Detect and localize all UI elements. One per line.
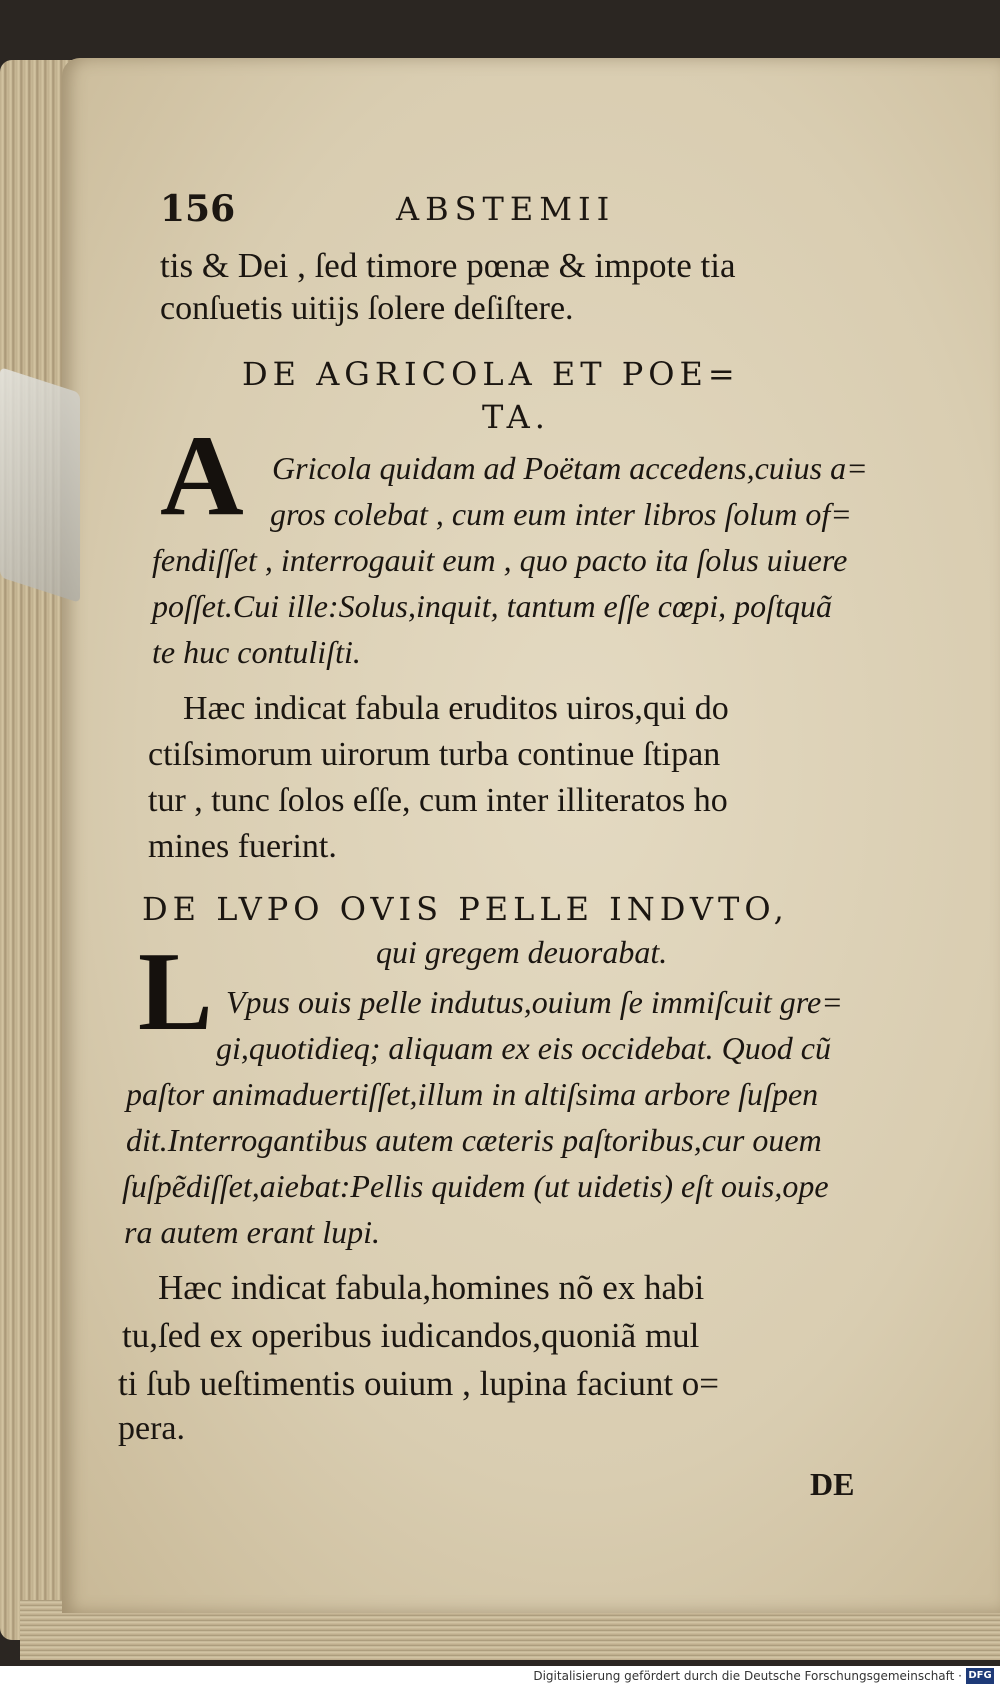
moral-line: tur , tunc ſolos eſſe, cum inter illiteratos ho bbox=[148, 782, 728, 819]
fable-text-line: paſtor animaduertiſſet,illum in altiſsima arbore ſuſpen bbox=[126, 1076, 819, 1112]
dfg-logo-icon: DFG bbox=[966, 1668, 994, 1684]
fable-text-line: ra autem erant lupi. bbox=[124, 1214, 380, 1250]
continuation-line: tis & Dei , ſed timore pœnæ & impote tia bbox=[160, 246, 736, 285]
fable-text-line: gi,quotidieq; aliquam ex eis occidebat. Quod cũ bbox=[216, 1030, 831, 1066]
funding-credit: Digitalisierung gefördert durch die Deutsche Forschungsgemeinschaft · bbox=[533, 1669, 962, 1683]
continuation-line: conſuetis uitijs ſolere deſiſtere. bbox=[160, 290, 574, 327]
moral-line: ti ſub ueſtimentis ouium , lupina faciunt o= bbox=[118, 1364, 720, 1403]
fable-text-line: poſſet.Cui ille:Solus,inquit, tantum eſſe cœpi, poſtquã bbox=[152, 588, 832, 624]
moral-line: tu,ſed ex operibus iudicandos,quoniã mul bbox=[122, 1316, 700, 1355]
page-clip bbox=[0, 367, 80, 603]
running-head: ABSTEMII bbox=[396, 190, 616, 228]
fable-title: DE LVPO OVIS PELLE INDVTO, bbox=[142, 890, 789, 928]
moral-line: mines fuerint. bbox=[148, 828, 337, 865]
fable-text-line: ſuſpẽdiſſet,aiebat:Pellis quidem (ut uidetis) eſt ouis,ope bbox=[122, 1168, 829, 1204]
moral-line: Hæc indicat fabula,homines nõ ex habi bbox=[158, 1268, 705, 1307]
fable-title: DE AGRICOLA ET POE= bbox=[242, 355, 740, 393]
catchword: DE bbox=[810, 1466, 855, 1502]
drop-initial-l: L bbox=[138, 930, 213, 1054]
fable-text-line: Gricola quidam ad Poëtam accedens,cuius a= bbox=[272, 450, 868, 486]
moral-line: pera. bbox=[118, 1410, 186, 1447]
fable-text-line: fendiſſet , interrogauit eum , quo pacto ita ſolus uiuere bbox=[152, 542, 848, 578]
fable-title-continued: TA. bbox=[482, 398, 550, 436]
fable-subtitle: qui gregem deuorabat. bbox=[376, 934, 668, 970]
fable-text-line: gros colebat , cum eum inter libros ſolum of= bbox=[270, 496, 852, 532]
page-header bbox=[160, 188, 960, 232]
moral-line: Hæc indicat fabula eruditos uiros,qui do bbox=[183, 690, 729, 727]
fable-text-line: Vpus ouis pelle indutus,ouium ſe immiſcuit gre= bbox=[226, 984, 843, 1020]
fable-text-line: te huc contuliſti. bbox=[152, 634, 361, 670]
drop-initial-a: A bbox=[160, 412, 244, 540]
fable-text-line: dit.Interrogantibus autem cæteris paſtoribus,cur ouem bbox=[126, 1122, 822, 1158]
page-number: 156 bbox=[160, 188, 236, 230]
moral-line: ctiſsimorum uirorum turba continue ſtipan bbox=[148, 736, 721, 773]
